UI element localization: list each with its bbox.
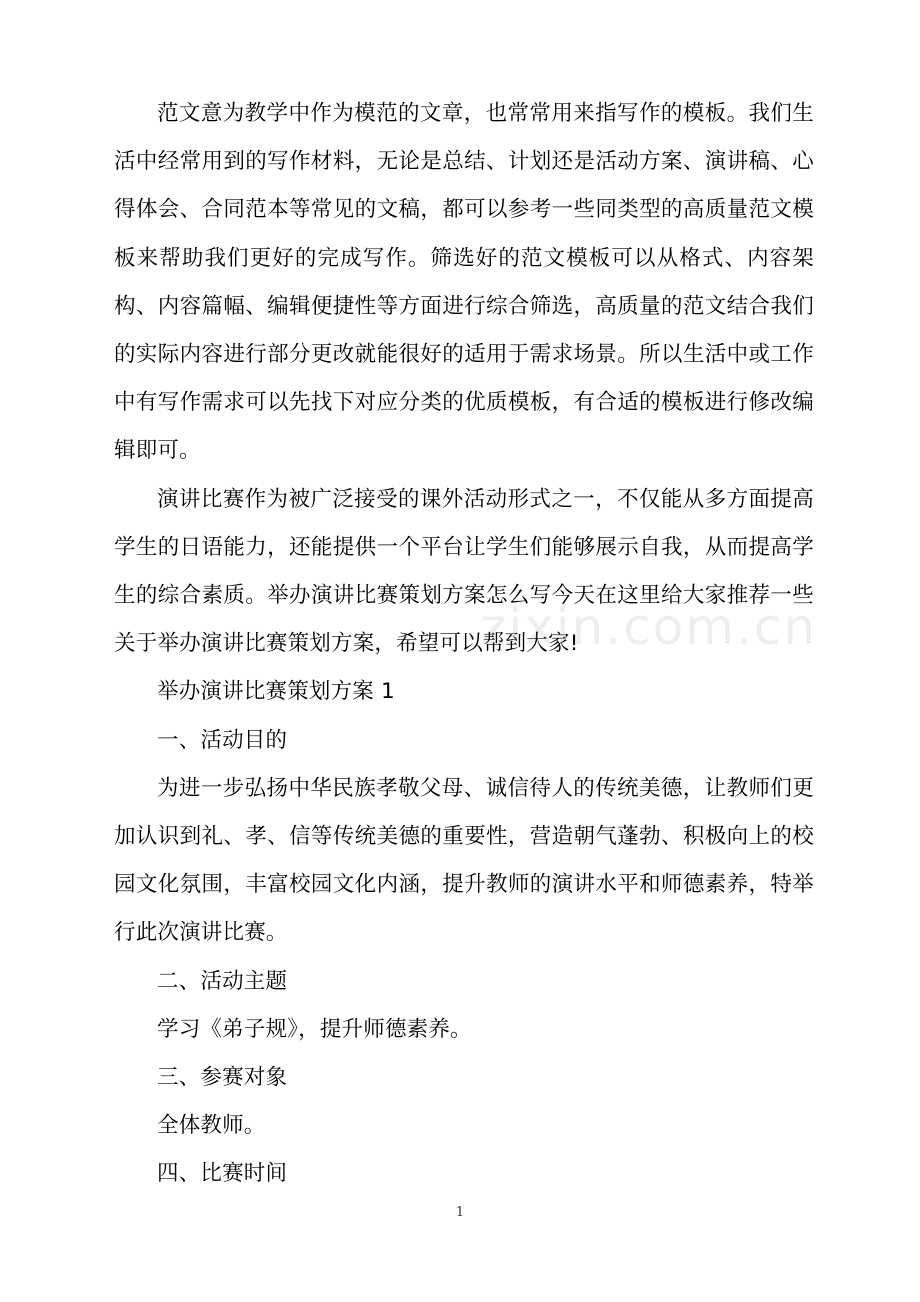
section-heading-purpose: 一、活动目的	[157, 727, 288, 753]
page-number: 1	[455, 1205, 465, 1220]
intro-paragraph: 范文意为教学中作为模范的文章，也常常用来指写作的模板。我们生活中经常用到的写作材料，无论是总结、计划还是活动方案、演讲稿、心得体会、合同范本等常见的文稿，都可以参考一些同类型的高质量范文模板来帮助我们更好的完成写作。筛选好的范文模板可以从格式、内容架构、内容篇幅、编辑便捷性等方面进行综合筛选，高质量的范文结合我们的实际内容进行部分更改就能很好的适用于需求场景。所以生活中或工作中有写作需求可以先找下对应分类的优质模板，有合适的模板进行修改编辑即可。	[114, 101, 814, 464]
section-heading-time: 四、比赛时间	[157, 1161, 288, 1187]
section-body-participants: 全体教师。	[157, 1113, 266, 1139]
section-heading-theme: 二、活动主题	[157, 968, 288, 994]
section-body-purpose: 为进一步弘扬中华民族孝敬父母、诚信待人的传统美德，让教师们更加认识到礼、孝、信等传统美德的重要性，营造朝气蓬勃、积极向上的校园文化氛围，丰富校园文化内涵，提升教师的演讲水平和师德素养，特举行此次演讲比赛。	[114, 775, 814, 946]
background-paragraph: 演讲比赛作为被广泛接受的课外活动形式之一，不仅能从多方面提高学生的日语能力，还能提供一个平台让学生们能够展示自我，从而提高学生的综合素质。举办演讲比赛策划方案怎么写今天在这里给大家推荐一些关于举办演讲比赛策划方案，希望可以帮到大家!	[114, 486, 814, 657]
watermark: zixin.com.cn	[480, 598, 818, 656]
plan-title: 举办演讲比赛策划方案 1	[157, 679, 395, 705]
section-body-theme: 学习《弟子规》，提升师德素养。	[157, 1016, 472, 1042]
section-heading-participants: 三、参赛对象	[157, 1065, 288, 1091]
